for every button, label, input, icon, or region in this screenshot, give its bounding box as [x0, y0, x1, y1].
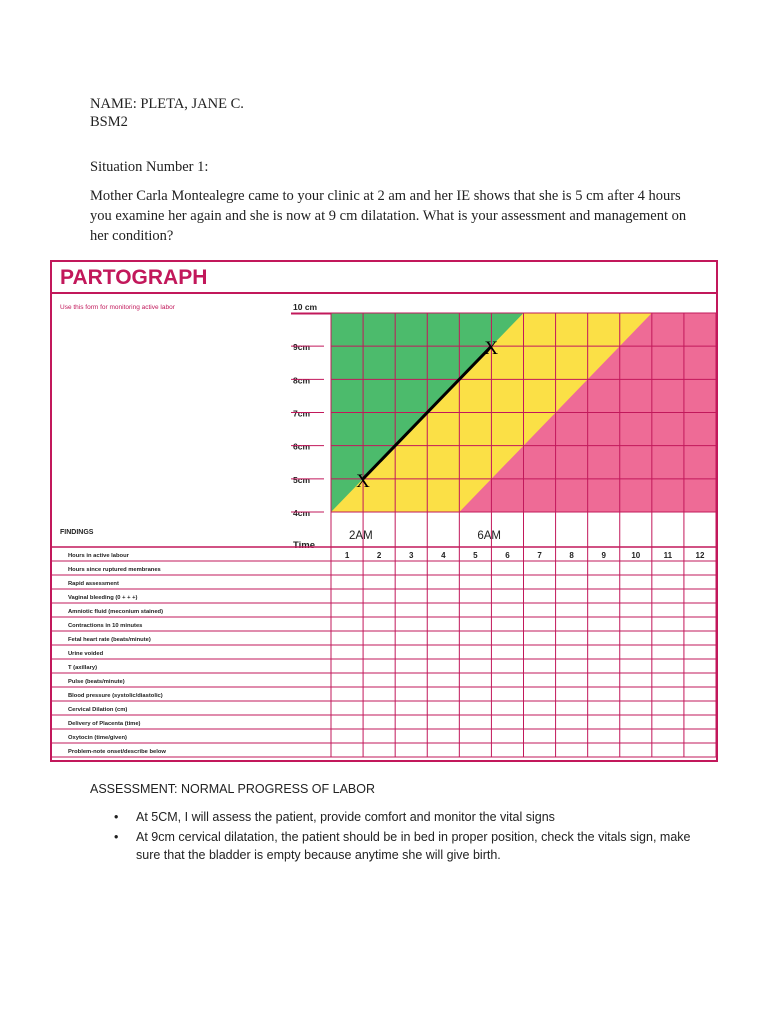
table-row-label: Hours in active labour	[68, 553, 129, 559]
hour-label: 5	[473, 551, 478, 560]
table-row-label: Oxytocin (time/given)	[68, 735, 127, 741]
dilation-label: 10 cm	[293, 302, 318, 312]
bullet-icon: •	[114, 810, 119, 824]
table-row-label: Rapid assessment	[68, 581, 119, 587]
table-row-label: Blood pressure (systolic/diastolic)	[68, 693, 163, 699]
table-row-label: Cervical Dilation (cm)	[68, 707, 128, 713]
hour-label: 6	[505, 551, 510, 560]
assessment-heading: ASSESSMENT: NORMAL PROGRESS OF LABOR	[90, 782, 376, 796]
table-row-label: Hours since ruptured membranes	[68, 567, 161, 573]
hour-label: 11	[663, 551, 673, 560]
hour-label: 9	[601, 551, 606, 560]
table-row-label: Problem-note onset/describe below	[68, 749, 166, 755]
time-label: Time	[293, 540, 316, 551]
dilation-label: 6cm	[293, 441, 311, 452]
assessment-bullet-2: • At 9cm cervical dilatation, the patient should be in bed in proper position, check the vitals sign, make sure that the bladder is empty because anytime she will give birth.	[114, 830, 691, 862]
hour-label: 4	[441, 551, 446, 560]
table-row-label: Contractions in 10 minutes	[68, 623, 143, 629]
partograph-form	[50, 260, 718, 762]
partograph-title: PARTOGRAPH	[60, 266, 208, 289]
table-row-label: Fetal heart rate (beats/minute)	[68, 637, 151, 643]
hour-label: 3	[408, 551, 414, 560]
assessment-bullet-1: • At 5CM, I will assess the patient, provide comfort and monitor the vital signs	[114, 810, 555, 824]
table-row-label: Amniotic fluid (meconium stained)	[68, 609, 164, 615]
student-name: NAME: PLETA, JANE C.	[90, 96, 244, 112]
partograph-subtitle: Use this form for monitoring active labor	[60, 304, 175, 311]
situation-title: Situation Number 1:	[90, 159, 209, 175]
marker-9cm: X	[484, 338, 499, 360]
hour-label: 10	[631, 551, 641, 560]
hour-label: 8	[569, 551, 574, 560]
hour-label: 2	[376, 551, 382, 560]
findings-label: FINDINGS	[60, 529, 94, 536]
dilation-label: 5cm	[293, 474, 311, 485]
hour-label: 7	[537, 551, 542, 560]
hour-label: 12	[695, 551, 705, 560]
dilation-label: 4cm	[293, 508, 311, 518]
table-row-label: Vaginal bleeding (0 + + +)	[68, 595, 138, 601]
partograph-chart	[52, 262, 716, 760]
dilation-label: 7cm	[293, 408, 311, 419]
bullet-icon: •	[114, 830, 119, 844]
table-row-label: Pulse (beats/minute)	[68, 679, 125, 685]
time-annotation-2am: 2AM	[349, 530, 373, 542]
time-annotation-6am: 6AM	[477, 530, 501, 542]
table-row-label: Delivery of Placenta (time)	[68, 721, 141, 727]
course-label: BSM2	[90, 114, 128, 130]
dilation-label: 9cm	[293, 342, 311, 353]
assessment-list	[112, 808, 692, 866]
hour-label: 1	[344, 551, 350, 560]
dilation-label: 8cm	[293, 375, 311, 386]
ten-cm-band	[331, 294, 716, 313]
table-row-label: Urine voided	[68, 651, 104, 657]
situation-text: Mother Carla Montealegre came to your clinic at 2 am and her IE shows that she is 5 cm after 4 hours you examine her again and she is now at 9 cm dilatation. What is your assessment and management on her condition?	[90, 188, 687, 244]
table-row-label: T (axillary)	[68, 665, 97, 671]
marker-5cm: X	[356, 470, 370, 492]
